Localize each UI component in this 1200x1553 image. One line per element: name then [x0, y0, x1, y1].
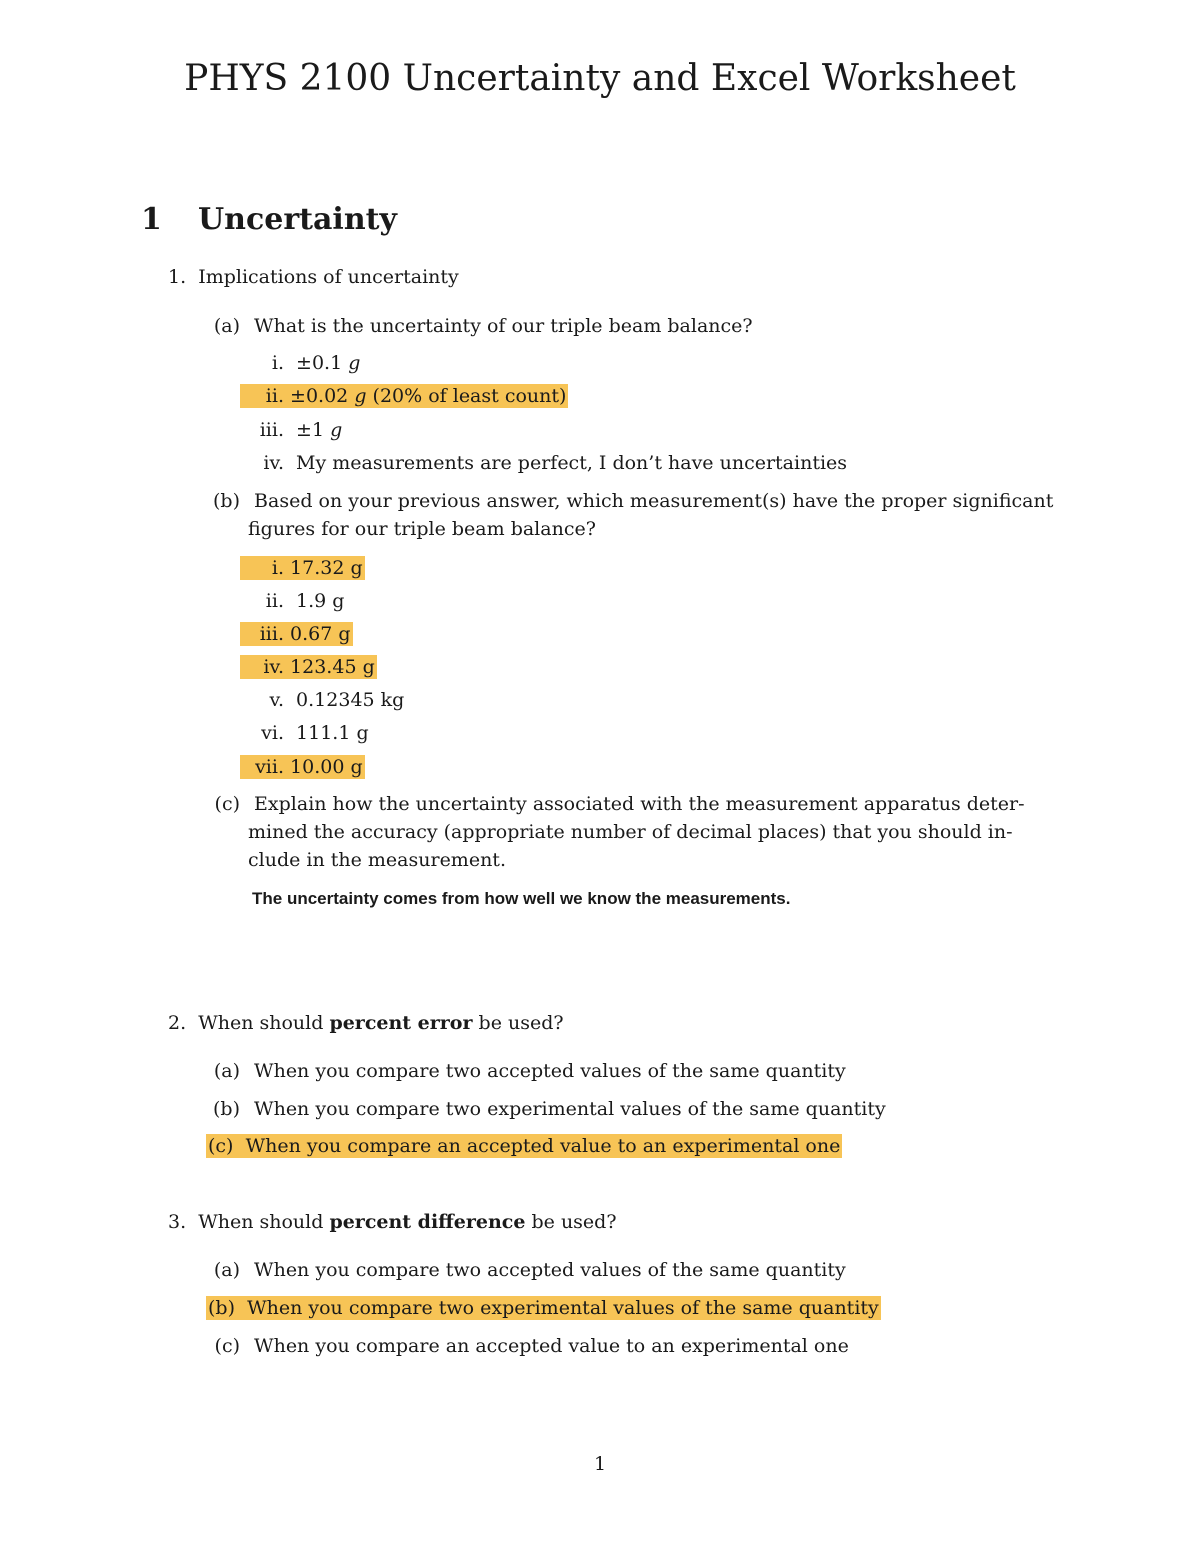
question-1c [208, 793, 1025, 815]
subquestion-text: What is the uncertainty of our triple beam balance? [254, 315, 753, 337]
option-1b-ii [240, 590, 344, 612]
highlighted-answer [240, 755, 365, 779]
option-number: ii. [265, 590, 284, 612]
subquestion-label: (c) [214, 793, 240, 815]
option-1a-ii [240, 385, 568, 407]
option-text: 17.32 g [290, 557, 363, 579]
subquestion-label: (b) [213, 490, 240, 512]
question-1a [208, 315, 753, 337]
option-unit: g [354, 385, 367, 407]
option-text: When you compare an accepted value to an experimental one [254, 1335, 849, 1357]
option-number: iii. [259, 623, 284, 645]
handwritten-answer: The uncertainty comes from how well we know the measurements. [252, 889, 791, 908]
question-text: Implications of uncertainty [198, 266, 459, 288]
option-1b-iii [240, 623, 353, 645]
option-1b-i [240, 557, 365, 579]
section-title: Uncertainty [198, 202, 397, 237]
option-number: v. [269, 689, 284, 711]
option-value: ±1 [296, 419, 325, 441]
option-1b-iv [240, 656, 377, 678]
option-1b-vii [240, 756, 365, 778]
question-keyword: percent error [329, 1012, 473, 1034]
option-number: i. [271, 352, 284, 374]
option-text: When you compare two experimental values of the same quantity [247, 1297, 879, 1319]
subquestion-label: (a) [213, 315, 240, 337]
question-prefix: When should [198, 1012, 324, 1034]
option-unit: g [348, 352, 361, 374]
option-number: ii. [265, 385, 284, 407]
option-text: 10.00 g [290, 756, 363, 778]
option-text: When you compare an accepted value to an experimental one [245, 1135, 841, 1157]
question-number: 2. [168, 1012, 187, 1034]
question-2 [168, 1012, 564, 1034]
option-text: When you compare two accepted values of the same quantity [254, 1259, 846, 1281]
option-text: 1.9 g [296, 590, 345, 612]
option-number: iv. [263, 656, 284, 678]
option-label: (a) [213, 1060, 240, 1082]
highlighted-answer [206, 1134, 842, 1158]
page-number: 1 [593, 1453, 607, 1475]
option-3c [208, 1335, 849, 1357]
question-prefix: When should [198, 1211, 324, 1233]
option-1a-iii [240, 419, 342, 441]
option-number: vi. [261, 722, 284, 744]
question-1b [208, 490, 1053, 512]
subquestion-text: Based on your previous answer, which measurement(s) have the proper significant [254, 490, 1054, 512]
question-1b-continued: figures for our triple beam balance? [248, 518, 596, 540]
option-value: ±0.1 [296, 352, 343, 374]
highlighted-answer [206, 1296, 881, 1320]
question-number: 3. [168, 1211, 187, 1233]
question-number: 1. [168, 266, 187, 288]
highlighted-answer [240, 384, 568, 408]
document-title: PHYS 2100 Uncertainty and Excel Worksheet [184, 58, 1016, 99]
option-1a-i [240, 352, 360, 374]
highlighted-answer [240, 655, 377, 679]
highlighted-answer [240, 622, 353, 646]
highlighted-answer [240, 556, 365, 580]
option-number: iv. [263, 452, 284, 474]
option-1a-iv [240, 452, 847, 474]
option-text: When you compare two experimental values of the same quantity [254, 1098, 886, 1120]
option-label: (c) [208, 1135, 234, 1157]
option-text: 111.1 g [296, 722, 369, 744]
option-3b [206, 1297, 881, 1319]
question-keyword: percent difference [329, 1211, 526, 1233]
question-suffix: be used? [531, 1211, 617, 1233]
option-2c [206, 1135, 842, 1157]
option-suffix: (20% of least count) [372, 385, 567, 407]
question-1c-line2: mined the accuracy (appropriate number of decimal places) that you should in- [248, 821, 1013, 843]
question-1 [168, 266, 459, 288]
option-2b [208, 1098, 886, 1120]
option-value: ±0.02 [290, 385, 349, 407]
option-number: i. [271, 557, 284, 579]
subquestion-text: Explain how the uncertainty associated with the measurement apparatus deter- [254, 793, 1025, 815]
option-label: (b) [213, 1098, 240, 1120]
option-1b-vi [240, 722, 369, 744]
option-number: iii. [259, 419, 284, 441]
option-text: 0.12345 kg [296, 689, 405, 711]
option-text: When you compare two accepted values of the same quantity [254, 1060, 846, 1082]
option-text: 123.45 g [290, 656, 375, 678]
option-label: (b) [208, 1297, 235, 1319]
question-1c-line3: clude in the measurement. [248, 849, 506, 871]
option-label: (a) [213, 1259, 240, 1281]
question-3 [168, 1211, 617, 1233]
option-3a [208, 1259, 846, 1281]
option-1b-v [240, 689, 404, 711]
option-unit: g [330, 419, 343, 441]
option-number: vii. [255, 756, 284, 778]
option-label: (c) [214, 1335, 240, 1357]
question-suffix: be used? [478, 1012, 564, 1034]
section-number: 1 [141, 202, 162, 237]
option-text: My measurements are perfect, I don’t have uncertainties [296, 452, 848, 474]
option-text: 0.67 g [290, 623, 351, 645]
option-2a [208, 1060, 846, 1082]
